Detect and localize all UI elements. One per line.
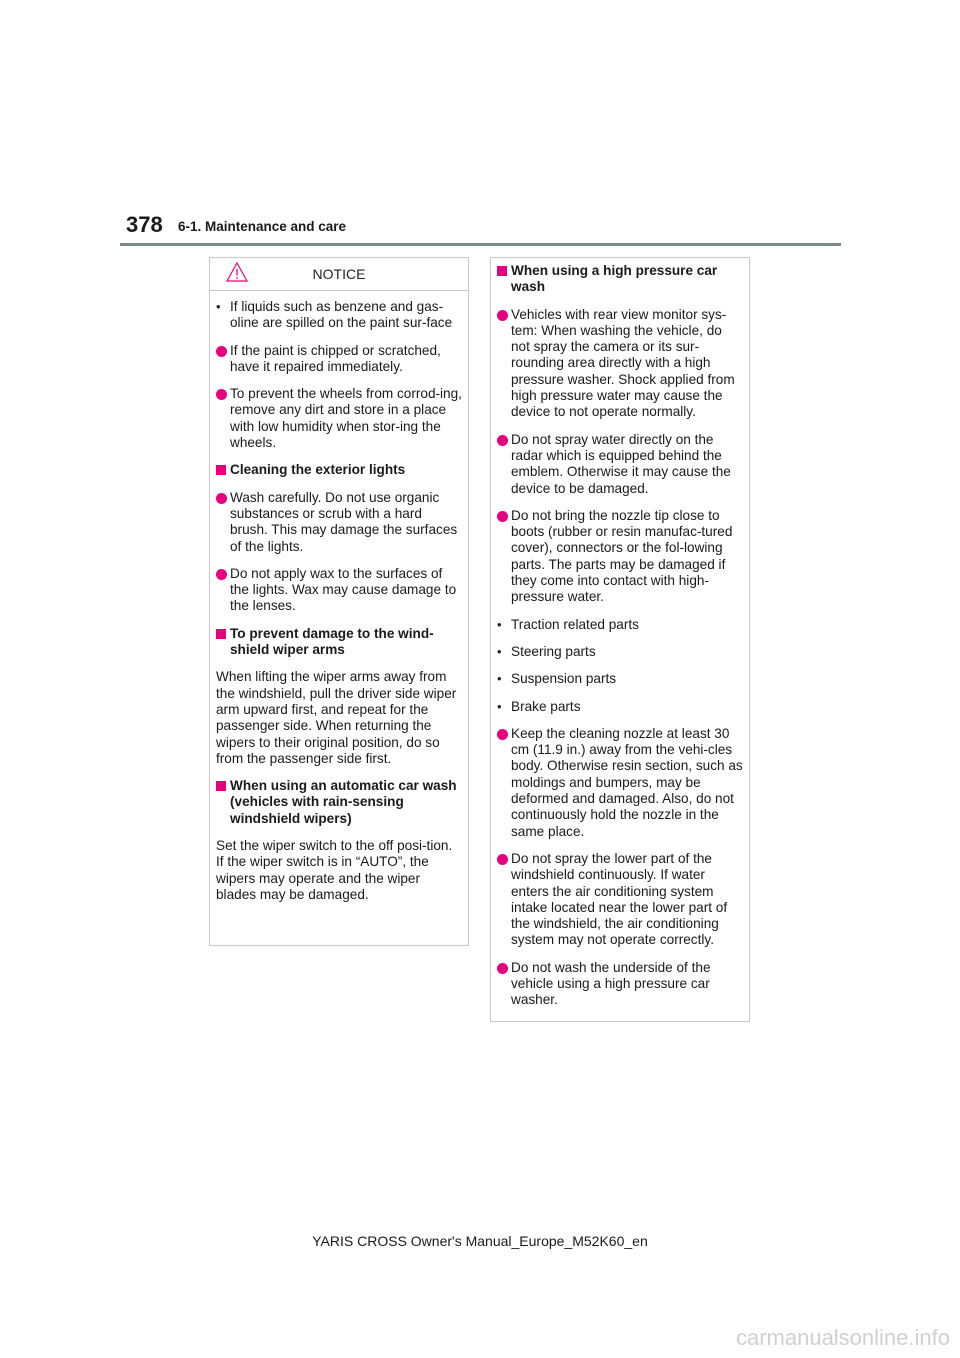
circle-bullet-icon	[216, 569, 227, 580]
entry-text: To prevent the wheels from corrod-ing, remove any dirt and store in a place with low humidity when stor-ing the wheels.	[230, 386, 462, 451]
list-item	[216, 490, 462, 555]
entry-text: Brake parts	[511, 698, 581, 714]
list-item	[497, 726, 743, 840]
left-column-entries	[216, 299, 462, 903]
list-item	[497, 263, 743, 296]
bullet-icon: •	[497, 671, 502, 687]
entry-text: Do not bring the nozzle tip close to boots (rubber or resin manufac-tured cover), connectors or the fol-lowing parts. The parts may be damaged if they come into contact with high-pressure water.	[511, 507, 733, 605]
footer-text: YARIS CROSS Owner's Manual_Europe_M52K60_en	[312, 1233, 648, 1249]
list-item	[216, 566, 462, 615]
entry-text: Do not spray the lower part of the windshield continuously. If water enters the air conditioning system intake located near the lower part of the windshield, the air conditioning system may not operate correctly.	[511, 850, 728, 948]
list-item	[497, 851, 743, 949]
watermark: carmanualsonline.info	[735, 1325, 950, 1350]
entry-text: Do not spray water directly on the radar which is equipped behind the emblem. Otherwise it may cause the device to be damaged.	[511, 431, 731, 496]
entry-text: Steering parts	[511, 643, 596, 659]
right-notice-box	[490, 257, 750, 1022]
square-bullet-icon	[216, 465, 226, 475]
circle-bullet-icon	[497, 729, 508, 740]
circle-bullet-icon	[216, 346, 227, 357]
list-item	[497, 960, 743, 1009]
list-item	[497, 644, 743, 660]
circle-bullet-icon	[497, 854, 508, 865]
entry-text: If liquids such as benzene and gas-oline are spilled on the paint sur-face	[230, 299, 453, 331]
list-item	[216, 626, 462, 659]
list-item	[216, 386, 462, 451]
subheading-text: When using an automatic car wash (vehicles with rain-sensing windshield wipers)	[230, 778, 457, 826]
subheading-text: Cleaning the exterior lights	[230, 462, 406, 478]
notice-box	[209, 257, 469, 946]
list-item	[497, 699, 743, 715]
entry-text: Keep the cleaning nozzle at least 30 cm (11.9 in.) away from the vehi-cles body. Otherwise resin section, such as moldings and bumpers, may be deformed and damaged. Also, do not continuously hold the nozzle in the same place.	[511, 725, 743, 839]
subheading-text: When using a high pressure car wash	[511, 263, 718, 295]
subheading-text: To prevent damage to the wind-shield wiper arms	[230, 625, 434, 658]
circle-bullet-icon	[497, 435, 508, 446]
header-rule	[120, 243, 841, 246]
list-item	[497, 307, 743, 421]
page-number: 378	[126, 212, 163, 237]
circle-bullet-icon	[216, 389, 227, 400]
list-item	[216, 778, 462, 827]
list-item	[216, 462, 462, 478]
entry-text: Suspension parts	[511, 671, 617, 687]
entry-text: When lifting the wiper arms away from the windshield, pull the driver side wiper arm upward first, and repeat for the passenger side. When returning the wipers to their original position, do so from the passenger side first.	[216, 669, 457, 766]
circle-bullet-icon	[497, 511, 508, 522]
circle-bullet-icon	[216, 493, 227, 504]
list-item	[497, 432, 743, 497]
bullet-icon: •	[497, 616, 502, 632]
bullet-icon: •	[216, 299, 221, 314]
entry-text: Do not apply wax to the surfaces of the lights. Wax may cause damage to the lenses.	[230, 565, 457, 614]
circle-bullet-icon	[497, 963, 508, 974]
list-item	[497, 617, 743, 633]
entry-text: If the paint is chipped or scratched, have it repaired immediately.	[230, 342, 441, 374]
square-bullet-icon	[216, 629, 226, 639]
list-item	[497, 671, 743, 687]
warning-triangle-icon	[226, 262, 248, 282]
bullet-icon: •	[497, 698, 502, 714]
square-bullet-icon	[497, 266, 507, 276]
entry-text: Do not wash the underside of the vehicle using a high pressure car washer.	[511, 959, 711, 1008]
circle-bullet-icon	[497, 310, 508, 321]
list-item	[216, 838, 462, 903]
notice-label: NOTICE	[312, 266, 366, 282]
notice-header	[210, 258, 468, 291]
list-item	[216, 343, 462, 376]
list-item	[216, 669, 462, 767]
entry-text: Set the wiper switch to the off posi-tion. If the wiper switch is in “AUTO”, the wipers may operate and the wiper blades may be damaged.	[216, 838, 453, 902]
right-column-entries	[497, 263, 743, 1009]
entry-text: Traction related parts	[511, 616, 639, 632]
bullet-icon: •	[497, 643, 502, 659]
square-bullet-icon	[216, 781, 226, 791]
section-title: 6-1. Maintenance and care	[178, 219, 347, 234]
list-item	[216, 299, 462, 332]
entry-text: Vehicles with rear view monitor sys-tem: When washing the vehicle, do not spray the camera or its sur-rounding area directly with a high pressure washer. Shock applied from high pressure water may cause the device to not operate normally.	[511, 306, 735, 420]
list-item	[497, 508, 743, 606]
entry-text: Wash carefully. Do not use organic substances or scrub with a hard brush. This may damage the surfaces of the lights.	[230, 489, 458, 554]
